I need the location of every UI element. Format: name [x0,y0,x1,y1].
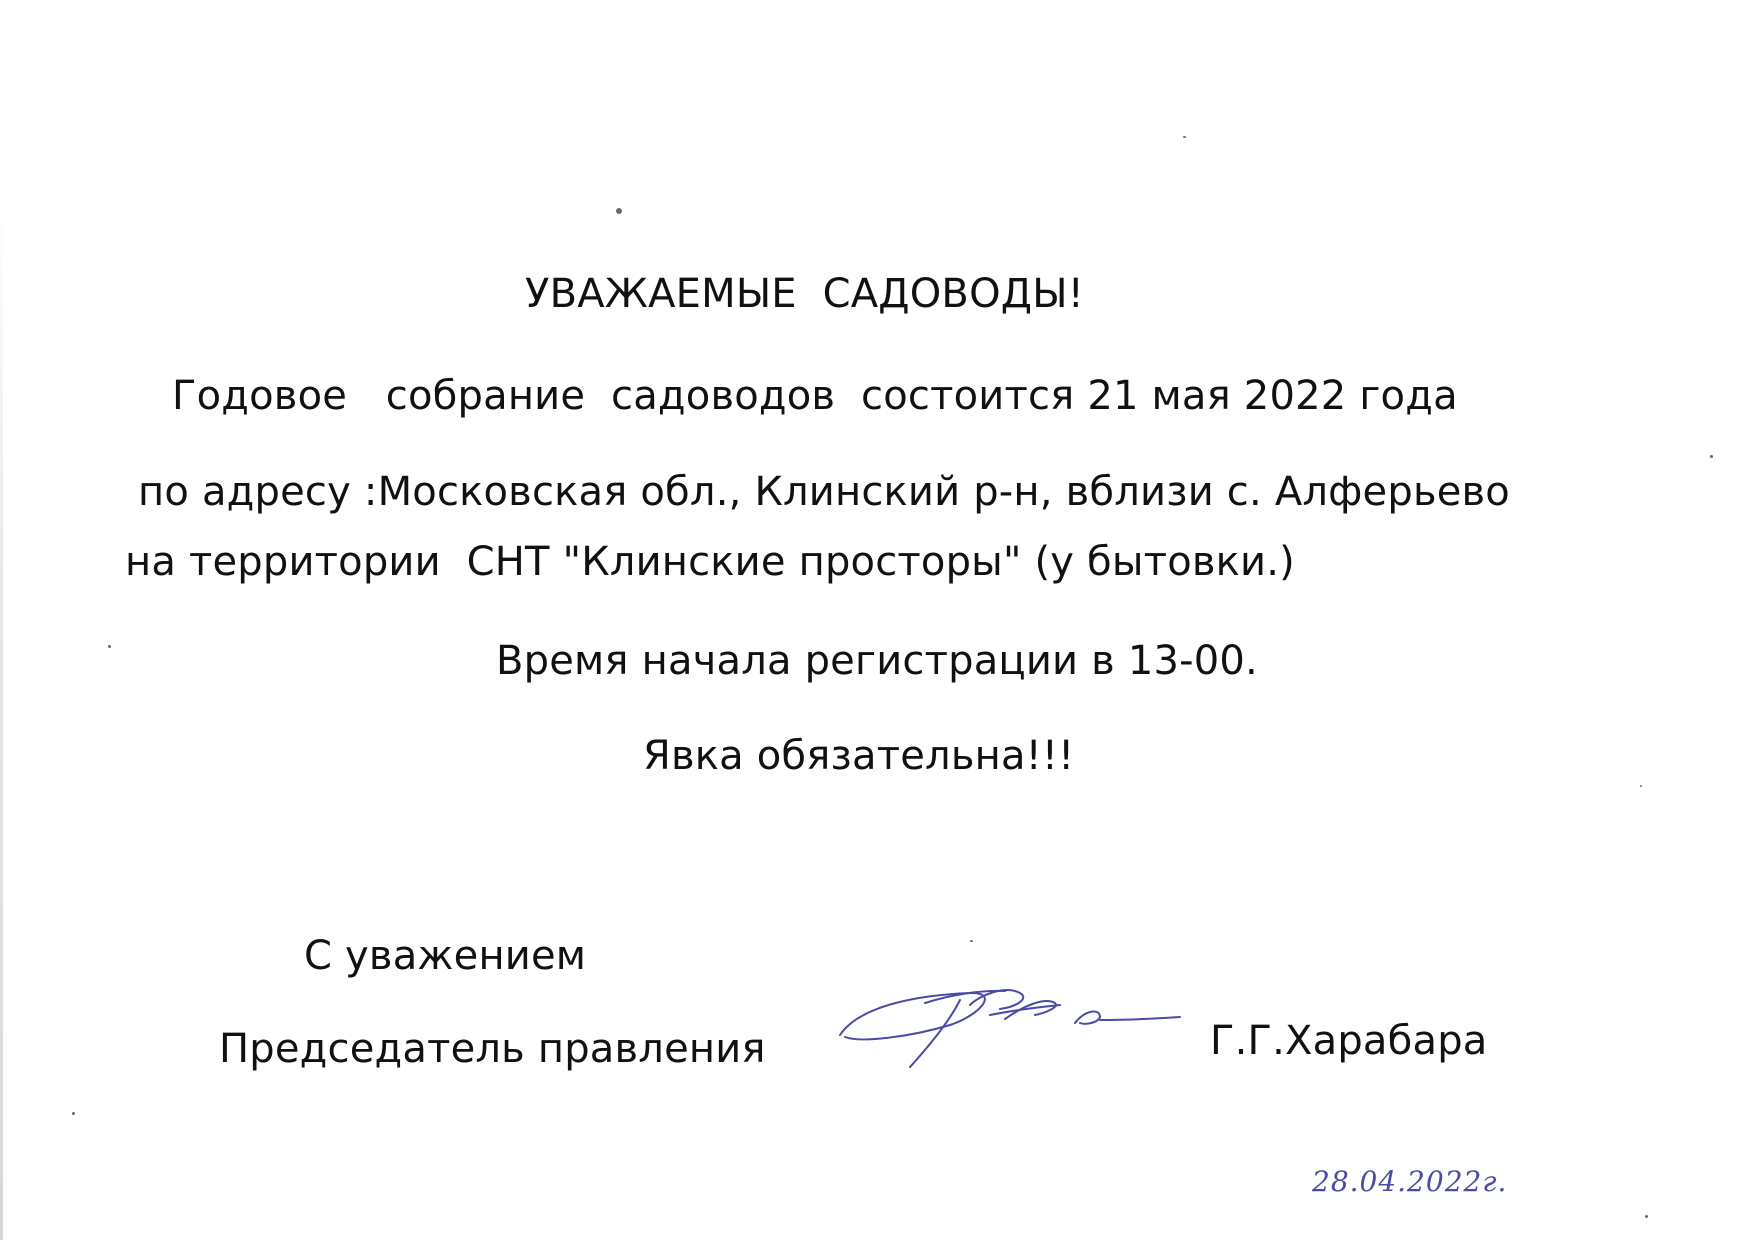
address-line: по адресу :Московская обл., Клинский р-н, вблизи с. Алферьево [138,469,1510,515]
handwritten-date: 28.04.2022г. [1312,1165,1508,1198]
scan-edge-shadow [0,200,3,1240]
attendance-line: Явка обязательна!!! [643,733,1075,779]
scan-speck [616,208,622,214]
registration-time-line: Время начала регистрации в 13-00. [496,638,1258,684]
scan-speck [1645,1215,1648,1218]
scan-speck [970,940,973,942]
meeting-date-line: Годовое собрание садоводов состоится 21 мая 2022 года [172,373,1458,419]
scan-speck [108,645,111,648]
scan-speck [1710,455,1713,458]
signer-position: Председатель правления [219,1026,766,1072]
scan-speck [1183,136,1186,138]
handwritten-signature [830,975,1190,1075]
scan-speck [1640,785,1642,787]
notice-title: УВАЖАЕМЫЕ САДОВОДЫ! [525,271,1084,317]
location-line: на территории СНТ "Клинские просторы" (у бытовки.) [125,539,1295,585]
signer-name: Г.Г.Харабара [1210,1018,1488,1064]
closing-regards: С уважением [304,933,587,979]
scan-speck [72,1112,75,1115]
